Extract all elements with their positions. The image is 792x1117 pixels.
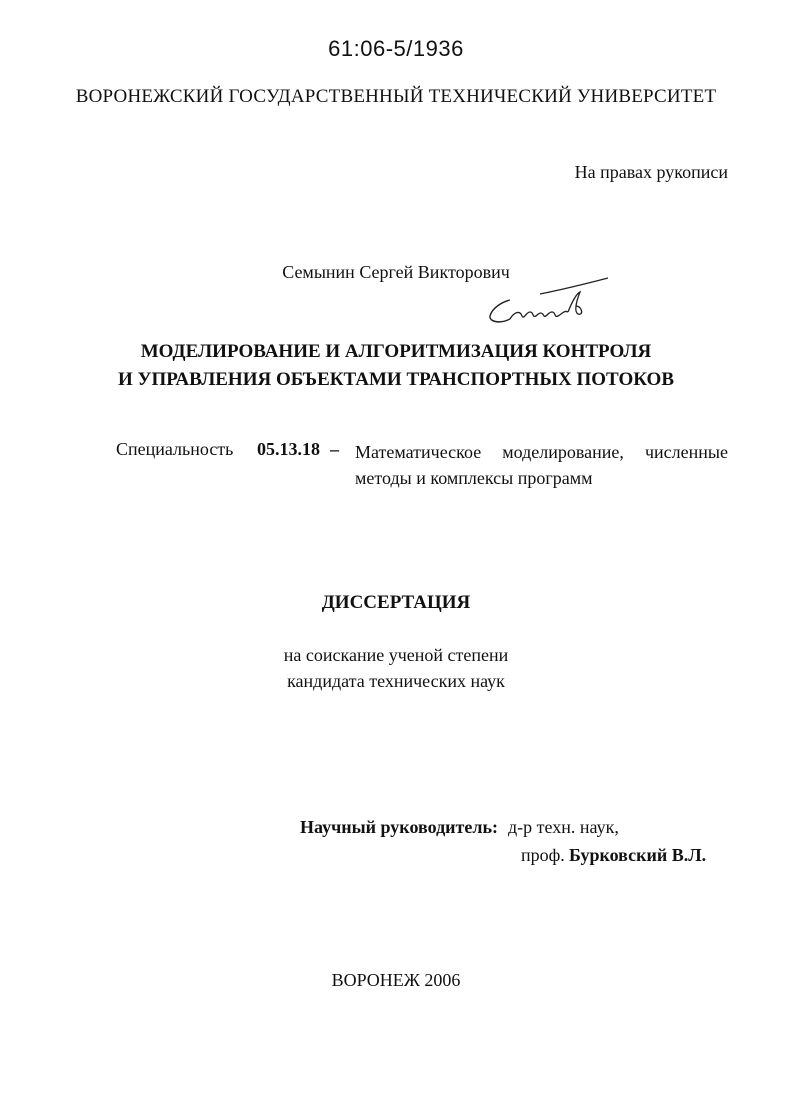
degree-statement xyxy=(0,642,792,694)
specialty-description: Математическое моделирование, численные методы и комплексы программ xyxy=(355,442,728,488)
city-year: ВОРОНЕЖ 2006 xyxy=(331,970,461,990)
university-name: ВОРОНЕЖСКИЙ ГОСУДАРСТВЕННЫЙ ТЕХНИЧЕСКИЙ УНИВЕРСИТЕТ xyxy=(75,86,717,107)
title-line-1: МОДЕЛИРОВАНИЕ И АЛГОРИТМИЗАЦИЯ КОНТРОЛЯ xyxy=(140,341,652,362)
advisor-degree: д-р техн. наук, xyxy=(508,817,619,837)
document-type: ДИССЕРТАЦИЯ xyxy=(321,592,471,613)
degree-line-1: на соискание ученой степени xyxy=(283,645,509,665)
advisor-name: Бурковский В.Л. xyxy=(569,845,707,865)
specialty-label: Специальность xyxy=(116,439,234,459)
specialty-dash: – xyxy=(330,439,339,459)
advisor-label: Научный руководитель: xyxy=(300,817,498,837)
dissertation-title xyxy=(0,338,792,394)
author-name: Семынин Сергей Викторович xyxy=(282,262,510,282)
catalog-number: 61:06-5/1936 xyxy=(328,36,464,61)
degree-line-2: кандидата технических наук xyxy=(287,671,505,691)
title-line-2: И УПРАВЛЕНИЯ ОБЪЕКТАМИ ТРАНСПОРТНЫХ ПОТОКОВ xyxy=(117,369,675,390)
manuscript-note: На правах рукописи xyxy=(574,162,728,182)
specialty-code: 05.13.18 xyxy=(257,439,320,459)
advisor-title: проф. xyxy=(521,845,565,865)
author-signature xyxy=(480,272,620,332)
